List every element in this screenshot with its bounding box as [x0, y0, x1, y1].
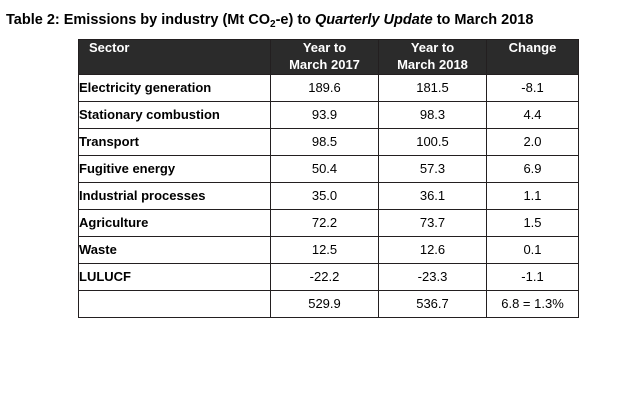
table-row — [79, 263, 579, 290]
table-row — [79, 182, 579, 209]
caption-subscript: 2 — [270, 19, 276, 30]
row-change: -1.1 — [487, 263, 579, 290]
row-change: 4.4 — [487, 101, 579, 128]
column-header-year-2017-line1: Year to — [302, 40, 347, 56]
row-sector: Fugitive energy — [79, 155, 271, 182]
row-year-2018: -23.3 — [379, 263, 487, 290]
table-row — [79, 101, 579, 128]
row-sector: Industrial processes — [79, 182, 271, 209]
table-total-row — [79, 290, 579, 317]
row-year-2017: 12.5 — [271, 236, 379, 263]
row-year-2018: 98.3 — [379, 101, 487, 128]
row-sector: Stationary combustion — [79, 101, 271, 128]
table-row — [79, 155, 579, 182]
table-header-row — [79, 40, 579, 74]
column-header-sector — [79, 40, 271, 74]
column-header-year-2017-line2: March 2017 — [289, 57, 360, 73]
caption-prefix: Table 2: Emissions by industry (Mt CO — [6, 12, 270, 28]
row-change: 0.1 — [487, 236, 579, 263]
caption-suffix: to March 2018 — [432, 12, 534, 28]
row-sector: Agriculture — [79, 209, 271, 236]
column-header-year-2017 — [271, 40, 379, 74]
table-body — [79, 74, 579, 317]
row-year-2017: 98.5 — [271, 128, 379, 155]
row-year-2018: 73.7 — [379, 209, 487, 236]
table-row — [79, 209, 579, 236]
column-header-change-line1: Change — [508, 40, 557, 56]
row-year-2018: 100.5 — [379, 128, 487, 155]
row-year-2018: 36.1 — [379, 182, 487, 209]
table-row — [79, 74, 579, 101]
row-year-2017: 93.9 — [271, 101, 379, 128]
emissions-table — [78, 39, 579, 317]
row-change: 1.5 — [487, 209, 579, 236]
row-year-2018: 12.6 — [379, 236, 487, 263]
column-header-sector-line1: Sector — [89, 40, 130, 56]
row-year-2018: 181.5 — [379, 74, 487, 101]
column-header-change — [487, 40, 579, 74]
total-year-2018: 536.7 — [379, 290, 487, 317]
row-year-2017: -22.2 — [271, 263, 379, 290]
row-year-2017: 189.6 — [271, 74, 379, 101]
table-row — [79, 128, 579, 155]
row-change: 1.1 — [487, 182, 579, 209]
row-year-2018: 57.3 — [379, 155, 487, 182]
table-row — [79, 236, 579, 263]
column-header-year-2018-line2: March 2018 — [397, 57, 468, 73]
row-change: 2.0 — [487, 128, 579, 155]
table-caption — [0, 12, 643, 29]
row-sector: Electricity generation — [79, 74, 271, 101]
row-year-2017: 72.2 — [271, 209, 379, 236]
row-sector: Transport — [79, 128, 271, 155]
column-header-year-2018 — [379, 40, 487, 74]
total-sector — [79, 290, 271, 317]
caption-italic-title: Quarterly Update — [315, 12, 433, 28]
column-header-year-2018-line1: Year to — [410, 40, 455, 56]
row-year-2017: 50.4 — [271, 155, 379, 182]
row-change: -8.1 — [487, 74, 579, 101]
row-sector: Waste — [79, 236, 271, 263]
row-year-2017: 35.0 — [271, 182, 379, 209]
table-header — [79, 40, 579, 74]
caption-mid: -e) to — [275, 12, 316, 28]
total-year-2017: 529.9 — [271, 290, 379, 317]
row-change: 6.9 — [487, 155, 579, 182]
row-sector: LULUCF — [79, 263, 271, 290]
total-change: 6.8 = 1.3% — [487, 290, 579, 317]
